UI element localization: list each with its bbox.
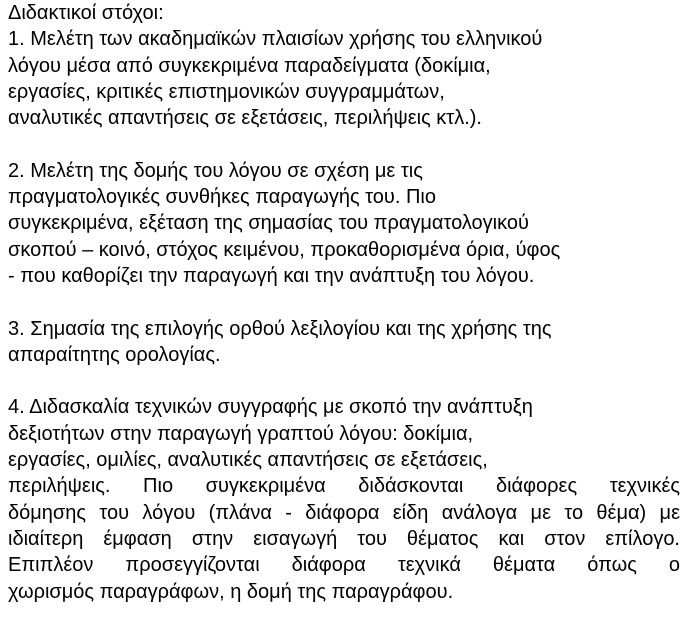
objective-2-line-3: συγκεκριμένα, εξέταση της σημασίας του πραγματολογικού [8,212,529,235]
objective-3-line-2: απαραίτητης ορολογίας. [8,343,221,366]
objective-2-line-2: πραγματολογικές συνθήκες παραγωγής του. Πιο [8,186,436,209]
objective-1 [8,26,680,131]
objective-1-line-1: 1. Μελέτη των ακαδημαϊκών πλαισίων χρήσης του ελληνικού [8,28,543,51]
objective-1-line-4: αναλυτικές απαντήσεις σε εξετάσεις, περιλήψεις κτλ.). [8,107,482,130]
objective-4-line-7: Επιπλέον προσεγγίζονται διάφορα τεχνικά θέματα όπως ο [8,554,680,577]
objective-2-line-5: - που καθορίζει την παραγωγή και την ανάπτυξη του λόγου. [8,264,535,287]
objective-2-line-1: 2. Μελέτη της δομής του λόγου σε σχέση με τις [8,159,423,182]
objective-4-line-1: 4. Διδασκαλία τεχνικών συγγραφής με σκοπό την ανάπτυξη [8,396,533,419]
document-body [8,0,680,605]
objective-2 [8,158,680,289]
paragraph-gap [8,289,680,315]
objective-4-line-5: δόμησης του λόγου (πλάνα - διάφορα είδη ανάλογα με το θέμα) με [8,501,680,524]
paragraph-gap [8,131,680,157]
objective-3-line-1: 3. Σημασία της επιλογής ορθού λεξιλογίου και της χρήσης της [8,317,552,340]
objective-4-line-6: ιδιαίτερη έμφαση στην εισαγωγή του θέματος και στον επίλογο. [8,527,680,550]
objective-4-line-2: δεξιοτήτων στην παραγωγή γραπτού λόγου: δοκίμια, [8,422,474,445]
objective-4-line-3: εργασίες, ομιλίες, αναλυτικές απαντήσεις σε εξετάσεις, [8,449,488,472]
objective-3 [8,316,680,369]
objective-4 [8,394,680,604]
objective-2-line-4: σκοπού – κοινό, στόχος κειμένου, προκαθορισμένα όρια, ύφος [8,238,561,261]
objective-1-line-3: εργασίες, κριτικές επιστημονικών συγγραμμάτων, [8,80,445,103]
objective-1-line-2: λόγου μέσα από συγκεκριμένα παραδείγματα (δοκίμια, [8,54,491,77]
objective-4-line-8: χωρισμός παραγράφων, η δομή της παραγράφου. [8,580,454,603]
section-heading: Διδακτικοί στόχοι: [8,2,164,24]
paragraph-gap [8,368,680,394]
objective-4-line-4: περιλήψεις. Πιο συγκεκριμένα διδάσκονται διάφορες τεχνικές [8,475,680,498]
